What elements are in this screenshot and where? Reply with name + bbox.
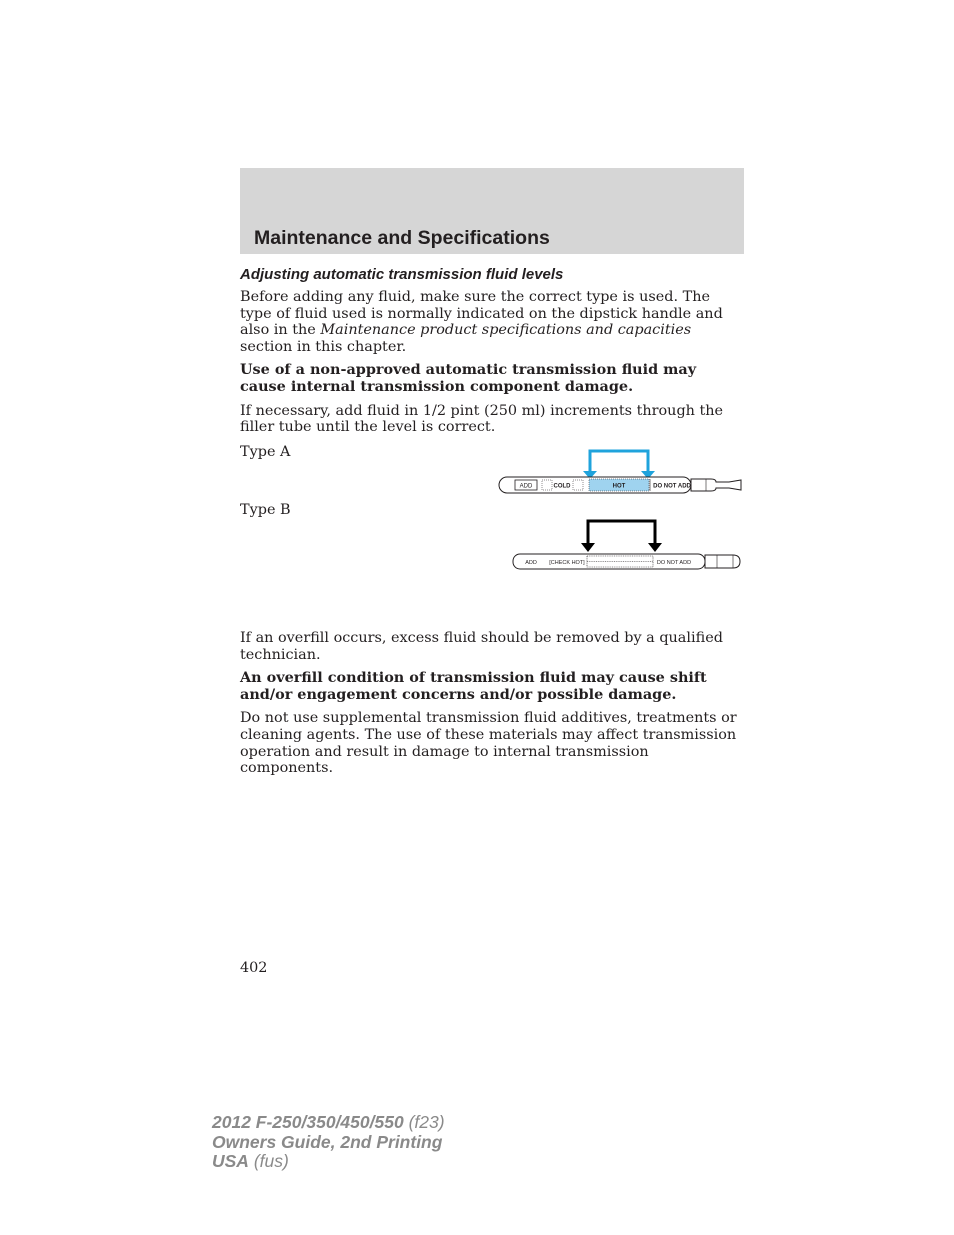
additives-paragraph: Do not use supplemental transmission fluid additives, treatments or cleaning agents. The use of these materials may affect transmission operation and result in damage to internal transmission components.: [240, 710, 737, 777]
page-number: 402: [240, 960, 268, 976]
intro-paragraph: [240, 289, 744, 355]
type-b-arrows: [581, 521, 662, 552]
subheading: Adjusting automatic transmission fluid levels: [240, 266, 564, 283]
intro-text-2: section in this chapter.: [240, 338, 407, 355]
type-b-handle: [705, 555, 740, 568]
footer-model-code: (f23): [403, 1112, 445, 1132]
footer-model: 2012 F-250/350/450/550: [212, 1112, 404, 1132]
overfill-paragraph: If an overfill occurs, excess fluid should be removed by a qualified technician.: [240, 630, 723, 663]
main-content: [240, 266, 744, 443]
footer-market: USA: [212, 1151, 249, 1171]
type-b-check-hot-label: [CHECK HOT]: [549, 560, 585, 566]
section-title: Maintenance and Specifications: [254, 227, 550, 249]
footer-market-code: (fus): [248, 1151, 289, 1171]
cross-reference: Maintenance product specifications and capacities: [320, 322, 692, 339]
add-fluid-paragraph: If necessary, add fluid in 1/2 pint (250 ml) increments through the filler tube until the level is correct.: [240, 402, 724, 436]
type-b-add-label: ADD: [525, 560, 537, 566]
warning-overfill: An overfill condition of transmission fluid may cause shift and/or engagement concerns and/or possible damage.: [240, 669, 707, 703]
type-a-cold-label: COLD: [553, 483, 571, 490]
document-footer: [212, 1113, 445, 1172]
type-b-label: Type B: [240, 502, 291, 518]
type-a-do-not-add-label: DO NOT ADD: [653, 483, 691, 490]
section-header-band: [240, 168, 744, 254]
footer-line-3: [212, 1152, 445, 1172]
warning-non-approved-fluid: Use of a non-approved automatic transmission fluid may cause internal transmission component damage.: [240, 361, 697, 395]
type-a-add-label: ADD: [519, 483, 533, 490]
dipstick-type-a-diagram: [497, 446, 745, 498]
type-a-hot-label: HOT: [612, 483, 626, 490]
intro-text-1: Before adding any fluid, make sure the correct type is used. The type of fluid used is normally indicated on the dipstick handle and also in the: [240, 289, 723, 339]
footer-line-1: [212, 1113, 445, 1133]
footer-line-2: Owners Guide, 2nd Printing: [212, 1131, 443, 1152]
type-a-arrows: [583, 451, 655, 479]
type-b-do-not-add-label: DO NOT ADD: [656, 560, 692, 566]
dipstick-type-b-diagram: [497, 516, 745, 574]
type-a-handle: [691, 479, 741, 491]
lower-content: [240, 630, 744, 784]
type-a-label: Type A: [240, 444, 291, 460]
